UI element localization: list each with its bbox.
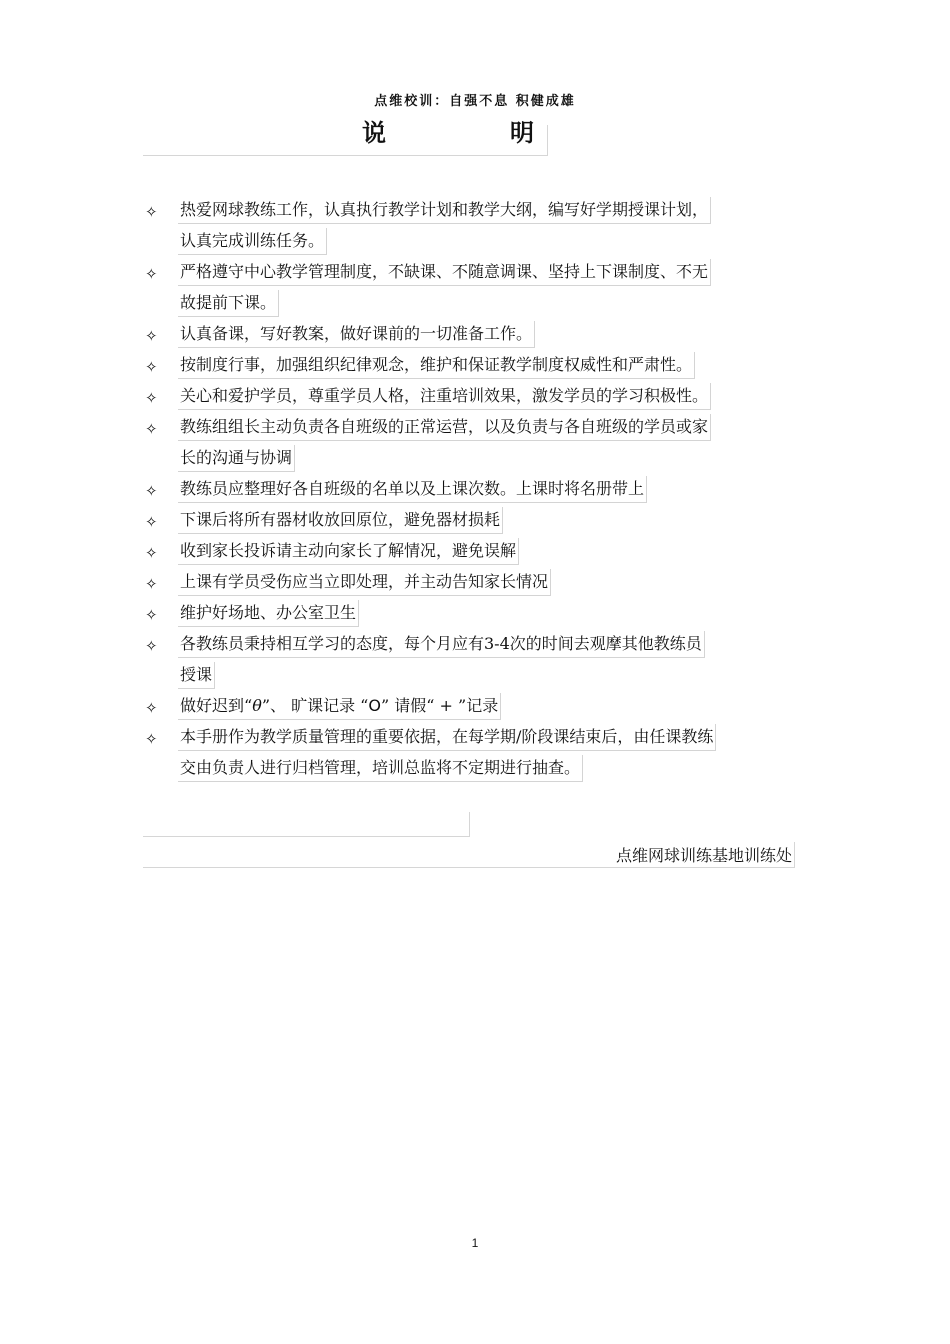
record-suffix: ”记录 [452, 696, 499, 715]
leave-symbol: + [439, 696, 453, 715]
list-item [143, 538, 813, 569]
diamond-bullet-icon: ✧ [145, 637, 158, 655]
list-item [143, 352, 813, 383]
list-item [143, 476, 813, 507]
list-item-line: 关心和爱护学员，尊重学员人格，注重培训效果，激发学员的学习积极性。 [178, 383, 711, 410]
list-item [143, 569, 813, 600]
list-item [143, 259, 813, 321]
instruction-list [143, 197, 813, 786]
page-title [362, 113, 534, 148]
record-mid: ” 请假“ [380, 696, 440, 715]
list-item-line: 授课 [178, 662, 215, 689]
signature: 点维网球训练基地训练处 [615, 846, 792, 865]
list-item-line: 热爱网球教练工作，认真执行教学计划和教学大纲，编写好学期授课计划， [178, 197, 711, 224]
list-item-line: 下课后将所有器材收放回原位，避免器材损耗 [178, 507, 503, 534]
diamond-bullet-icon: ✧ [145, 482, 158, 500]
list-item-line: 长的沟通与协调 [178, 445, 295, 472]
list-item-line: 认真备课，写好教案，做好课前的一切准备工作。 [178, 321, 535, 348]
signature-block [143, 842, 795, 868]
absent-symbol: O [368, 696, 381, 715]
diamond-bullet-icon: ✧ [145, 513, 158, 531]
list-item [143, 321, 813, 352]
title-char-2: 明 [510, 118, 534, 147]
list-item-line: 上课有学员受伤应当立即处理，并主动告知家长情况 [178, 569, 551, 596]
list-item-line: 严格遵守中心教学管理制度，不缺课、不随意调课、坚持上下课制度、不无 [178, 259, 711, 286]
late-symbol: θ [252, 696, 262, 715]
footer-divider-edge [469, 812, 470, 837]
diamond-bullet-icon: ✧ [145, 699, 158, 717]
list-item [143, 414, 813, 476]
list-item-line: 按制度行事，加强组织纪律观念，维护和保证教学制度权威性和严肃性。 [178, 352, 695, 379]
list-item-line: 本手册作为教学质量管理的重要依据，在每学期/阶段课结束后，由任课教练 [178, 724, 716, 751]
title-char-1: 说 [362, 118, 386, 147]
record-sep: ”、 旷课记录 “ [261, 696, 369, 715]
list-item-line: 教练组组长主动负责各自班级的正常运营，以及负责与各自班级的学员或家 [178, 414, 711, 441]
page-number: 1 [471, 1236, 479, 1250]
list-item-line: 教练员应整理好各自班级的名单以及上课次数。上课时将名册带上 [178, 476, 647, 503]
list-item-line [178, 693, 501, 720]
diamond-bullet-icon: ✧ [145, 265, 158, 283]
diamond-bullet-icon: ✧ [145, 606, 158, 624]
list-item [143, 724, 813, 786]
diamond-bullet-icon: ✧ [145, 420, 158, 438]
list-item-line: 故提前下课。 [178, 290, 279, 317]
diamond-bullet-icon: ✧ [145, 544, 158, 562]
diamond-bullet-icon: ✧ [145, 730, 158, 748]
list-item [143, 383, 813, 414]
list-item-line: 各教练员秉持相互学习的态度，每个月应有3-4次的时间去观摩其他教练员 [178, 631, 705, 658]
list-item-line: 维护好场地、办公室卫生 [178, 600, 359, 627]
diamond-bullet-icon: ✧ [145, 575, 158, 593]
list-item-line: 交由负责人进行归档管理，培训总监将不定期进行抽查。 [178, 755, 583, 782]
list-item-line: 收到家长投诉请主动向家长了解情况，避免误解 [178, 538, 519, 565]
title-divider [143, 155, 548, 156]
list-item [143, 197, 813, 259]
list-item-record-symbols [143, 693, 813, 724]
diamond-bullet-icon: ✧ [145, 203, 158, 221]
list-item [143, 600, 813, 631]
diamond-bullet-icon: ✧ [145, 389, 158, 407]
footer-divider [143, 836, 469, 837]
record-prefix: 做好迟到“ [180, 696, 253, 715]
list-item [143, 631, 813, 693]
list-item [143, 507, 813, 538]
title-divider-edge [547, 125, 548, 156]
list-item-line: 认真完成训练任务。 [178, 228, 327, 255]
diamond-bullet-icon: ✧ [145, 327, 158, 345]
diamond-bullet-icon: ✧ [145, 358, 158, 376]
header-motto: 点维校训：自强不息 积健成雄 [374, 94, 576, 109]
